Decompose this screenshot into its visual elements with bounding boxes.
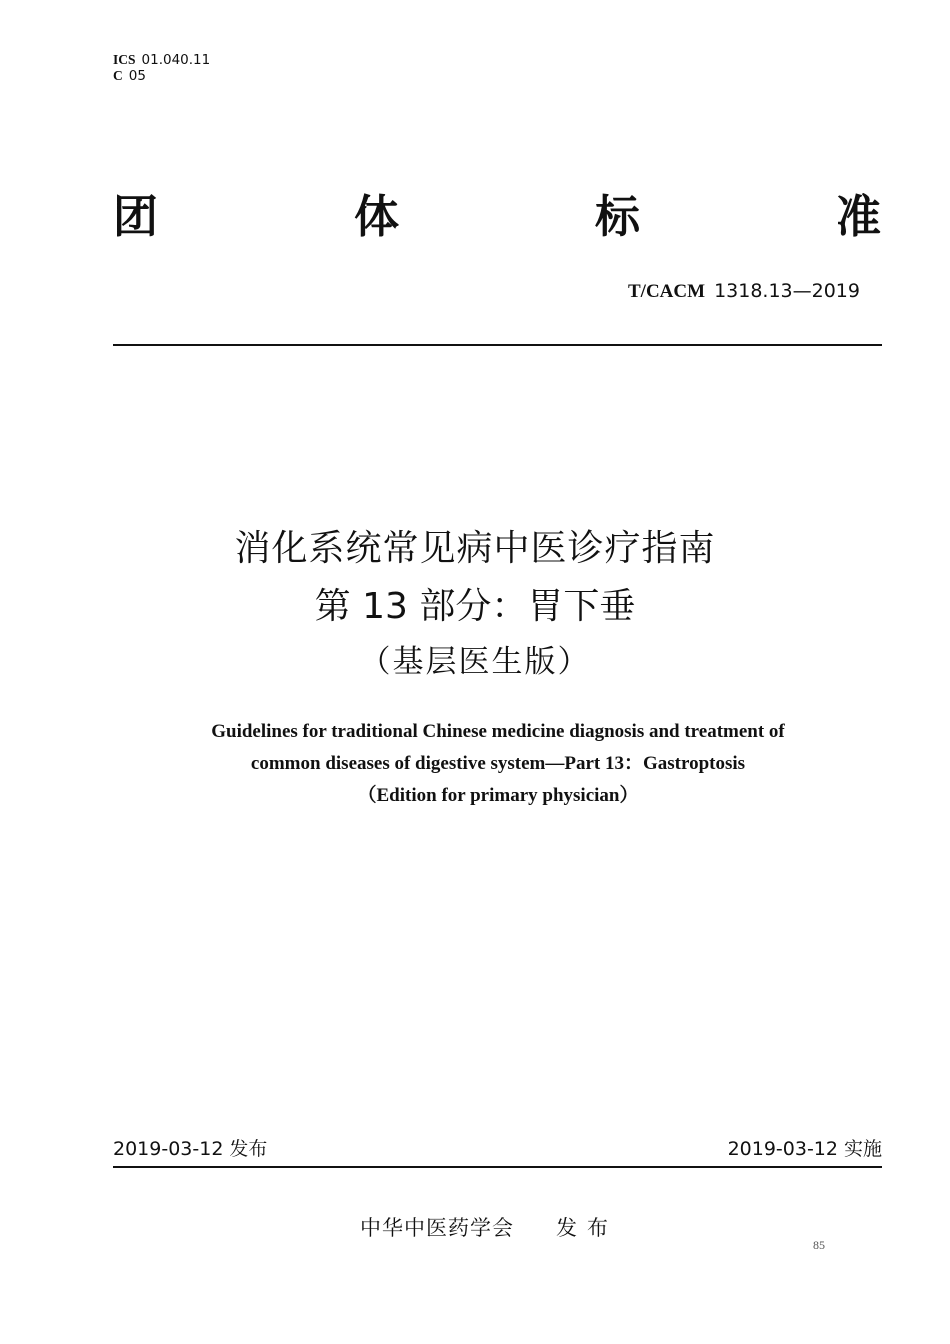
top-divider <box>113 344 882 346</box>
standard-type-heading <box>113 186 881 246</box>
page-number: 85 <box>813 1238 825 1252</box>
title-zh-line-2: 第 13 部分：胃下垂 <box>314 586 636 627</box>
implement-date-value: 2019-03-12 <box>727 1138 838 1160</box>
title-en-line-1: Guidelines for traditional Chinese medicine diagnosis and treatment of <box>211 721 785 742</box>
issue-date-label: 发布 <box>229 1138 268 1160</box>
title-en-line-3: （Edition for primary physician） <box>357 785 639 806</box>
standard-type-char: 准 <box>835 189 881 243</box>
standard-number-prefix: T/CACM <box>628 281 706 302</box>
ics-code: 01.040.11 <box>141 52 211 68</box>
standard-number-value: 1318.13—2019 <box>714 280 860 302</box>
issue-date <box>113 1135 267 1163</box>
issue-date-value: 2019-03-12 <box>113 1138 224 1160</box>
standard-type-char: 团 <box>113 189 159 243</box>
publisher <box>360 1213 618 1243</box>
implement-date <box>728 1135 882 1163</box>
publisher-org: 中华中医药学会 <box>360 1216 514 1240</box>
standard-type-char: 体 <box>353 189 399 243</box>
title-zh-line-3: （基层医生版） <box>359 644 591 680</box>
ics-line <box>113 52 210 68</box>
class-code: 05 <box>128 68 146 84</box>
ics-label: ICS <box>113 52 136 67</box>
class-line <box>113 68 210 84</box>
title-en-line-2: common diseases of digestive system—Part 13：Gastroptosis <box>250 753 746 774</box>
title-zh-line-1: 消化系统常见病中医诊疗指南 <box>234 528 716 569</box>
publisher-action: 发布 <box>556 1216 618 1240</box>
class-label: C <box>113 68 123 83</box>
standard-number <box>628 279 860 304</box>
standard-type-char: 标 <box>594 189 640 243</box>
classification-codes <box>113 52 210 84</box>
implement-date-label: 实施 <box>843 1138 882 1160</box>
bottom-divider <box>113 1166 882 1168</box>
